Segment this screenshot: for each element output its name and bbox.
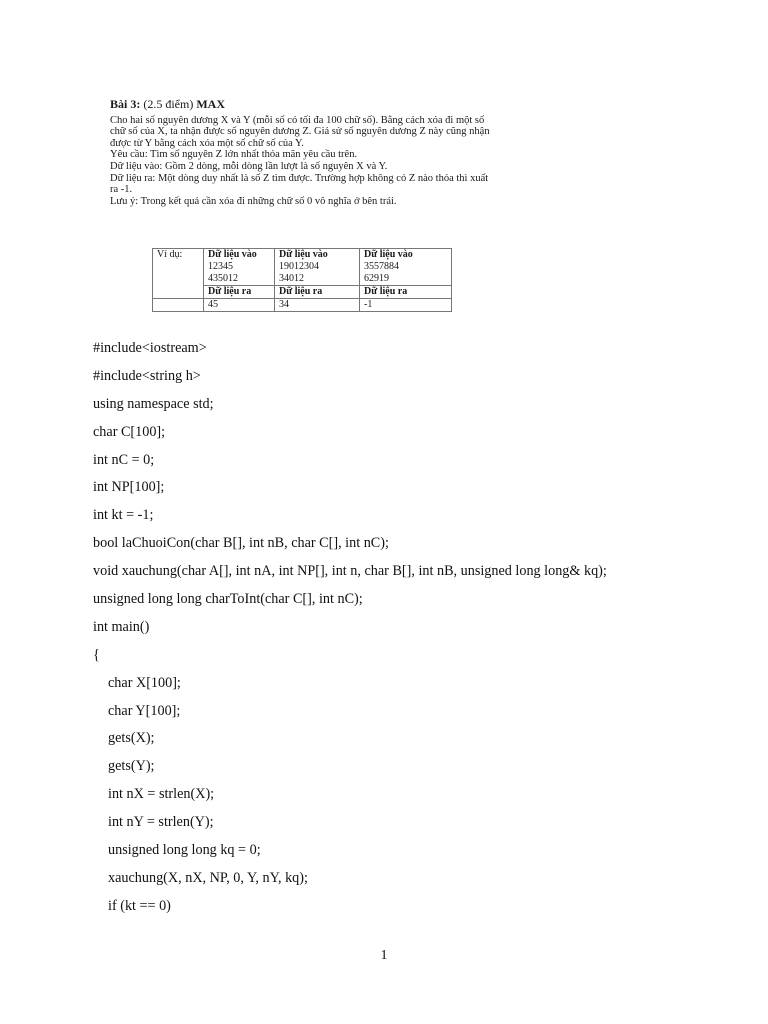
code-line: bool laChuoiCon(char B[], int nB, char C[], int nC);	[93, 535, 389, 552]
problem-name: MAX	[196, 97, 226, 111]
case-3-y: 62919	[360, 273, 452, 286]
case-2-y: 34012	[275, 273, 360, 286]
code-line: #include<iostream>	[93, 340, 207, 356]
input-header-1: Dữ liệu vào	[204, 249, 275, 262]
case-1-y: 435012	[204, 273, 275, 286]
problem-line: chữ số của X, ta nhận được số nguyên dương Z. Giả sử số nguyên dương Z này cũng nhận	[110, 126, 490, 138]
code-line: char X[100];	[108, 674, 181, 691]
output-header-1: Dữ liệu ra	[204, 286, 275, 299]
problem-line: Cho hai số nguyên dương X và Y (mỗi số có tối đa 100 chữ số). Bằng cách xóa đi một số	[110, 114, 485, 126]
code-line: xauchung(X, nX, NP, 0, Y, nY, kq);	[108, 869, 308, 886]
code-line: #include<string h>	[93, 367, 201, 384]
case-1-z: 45	[204, 299, 275, 312]
problem-points: (2.5 điểm)	[143, 97, 194, 111]
problem-label: Bài 3:	[110, 97, 141, 111]
example-table	[152, 248, 452, 312]
code-line: char Y[100];	[108, 702, 181, 719]
code-line: unsigned long long charToInt(char C[], int nC);	[93, 591, 363, 608]
code-line: int nC = 0;	[93, 451, 155, 468]
code-line: using namespace std;	[93, 395, 214, 412]
input-header-2: Dữ liệu vào	[275, 249, 360, 262]
problem-line: ra -1.	[110, 184, 133, 196]
problem-line: Dữ liệu ra: Một dòng duy nhất là số Z tìm được. Trường hợp không có Z nào thỏa thì xuất	[110, 172, 489, 184]
case-3-z: -1	[360, 299, 452, 312]
code-line: int kt = -1;	[93, 507, 154, 524]
code-line: gets(X);	[108, 730, 155, 747]
code-line: if (kt == 0)	[108, 897, 171, 914]
problem-line: Lưu ý: Trong kết quả cần xóa đi những chữ số 0 vô nghĩa ở bên trái.	[110, 195, 397, 207]
case-3-x: 3557884	[360, 261, 452, 273]
case-2-x: 19012304	[275, 261, 360, 273]
code-line: {	[93, 646, 100, 663]
code-line: unsigned long long kq = 0;	[108, 842, 261, 859]
page-number: 1	[380, 948, 388, 963]
table-row	[153, 249, 452, 262]
input-header-3: Dữ liệu vào	[360, 249, 452, 262]
code-listing	[93, 335, 607, 921]
problem-line: Dữ liệu vào: Gồm 2 dòng, mỗi dòng lần lượt là số nguyên X và Y.	[110, 160, 388, 172]
output-header-2: Dữ liệu ra	[275, 286, 360, 299]
code-line: char C[100];	[93, 423, 166, 440]
output-header-3: Dữ liệu ra	[360, 286, 452, 299]
table-row	[153, 299, 452, 312]
code-line: int nY = strlen(Y);	[108, 814, 214, 831]
problem-statement	[110, 99, 505, 207]
code-line: int NP[100];	[93, 479, 165, 496]
code-line: int main()	[93, 618, 150, 635]
code-line: int nX = strlen(X);	[108, 786, 215, 803]
problem-heading	[110, 99, 505, 111]
case-1-x: 12345	[204, 261, 275, 273]
case-2-z: 34	[275, 299, 360, 312]
problem-line: Yêu cầu: Tìm số nguyên Z lớn nhất thỏa mãn yêu cầu trên.	[110, 149, 358, 161]
empty-cell	[153, 299, 204, 312]
code-line: gets(Y);	[108, 758, 155, 775]
code-line: void xauchung(char A[], int nA, int NP[], int n, char B[], int nB, unsigned long long& kq);	[93, 563, 607, 580]
problem-line: được từ Y bằng cách xóa một số chữ số của Y.	[110, 137, 304, 149]
example-label-cell: Ví dụ:	[153, 249, 204, 299]
